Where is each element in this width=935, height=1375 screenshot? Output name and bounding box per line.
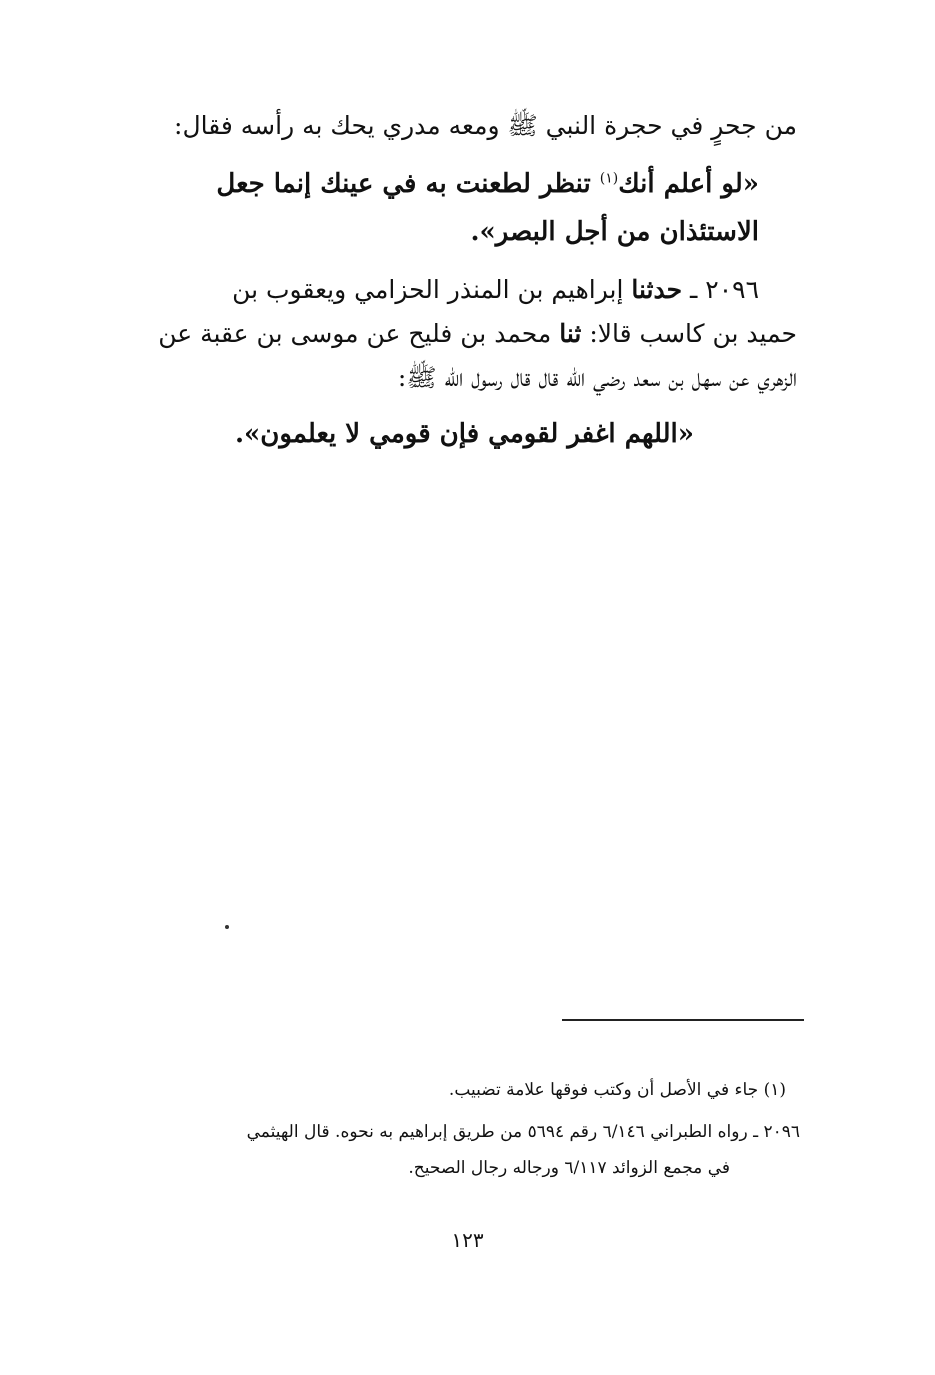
- hadith-2096-line3: الزهري عن سهل بن سعد رضي الله قال قال رسول الله ﷺ:: [397, 363, 797, 392]
- haddathana-word: حدثنا: [631, 275, 683, 304]
- quote1-line2: الاستئذان من أجل البصر».: [470, 217, 759, 247]
- quote1-line1-end: تنظر لطعنت به في عينك إنما جعل: [216, 169, 600, 199]
- thana-word: ثنا: [559, 319, 582, 348]
- quote1-line1: [132, 160, 759, 208]
- hadith-line2-start: حميد بن كاسب قالا:: [581, 319, 797, 348]
- page-number: ١٢٣: [451, 1228, 484, 1252]
- main-text-body: [132, 104, 797, 468]
- hadith-separator: ـ: [682, 275, 706, 304]
- prophetic-quote-2: «اللهم اغفر لقومي فإن قومي لا يعلمون».: [235, 419, 694, 449]
- hadith-2096: [132, 268, 797, 400]
- hadith-2096-line1: [132, 268, 797, 312]
- hadith-2096-line2: [132, 312, 797, 356]
- quote1-line1-start: «لو أعلم أنك: [618, 169, 759, 199]
- hadith-number: ٢٠٩٦: [705, 275, 759, 304]
- footnote-marker-1: (١): [599, 170, 619, 187]
- footnotes-section: [130, 1072, 800, 1186]
- prophetic-quote-1: [132, 160, 797, 256]
- footnote-2096-line2: في مجمع الزوائد ٦/١١٧ ورجاله رجال الصحيح.: [408, 1158, 730, 1178]
- hadith-line2-end: محمد بن فليح عن موسى بن عقبة عن: [158, 319, 560, 348]
- hadith-line1-rest: إبراهيم بن المنذر الحزامي ويعقوب بن: [232, 275, 632, 304]
- opening-line: [132, 104, 797, 148]
- footnote-1: (١) جاء في الأصل أن وكتب فوقها علامة تضبيب.: [448, 1080, 786, 1100]
- footnote-separator-rule: [562, 1019, 804, 1021]
- opening-text: من جحرٍ في حجرة النبي ﷺ ومعه مدري يحك به رأسه فقال:: [174, 111, 797, 140]
- footnote-2096-line1: ٢٠٩٦ ـ رواه الطبراني ٦/١٤٦ رقم ٥٦٩٤ من طريق إبراهيم به نحوه. قال الهيثمي: [246, 1122, 800, 1142]
- stray-dot: [225, 925, 229, 929]
- footnote-2096: [130, 1114, 800, 1186]
